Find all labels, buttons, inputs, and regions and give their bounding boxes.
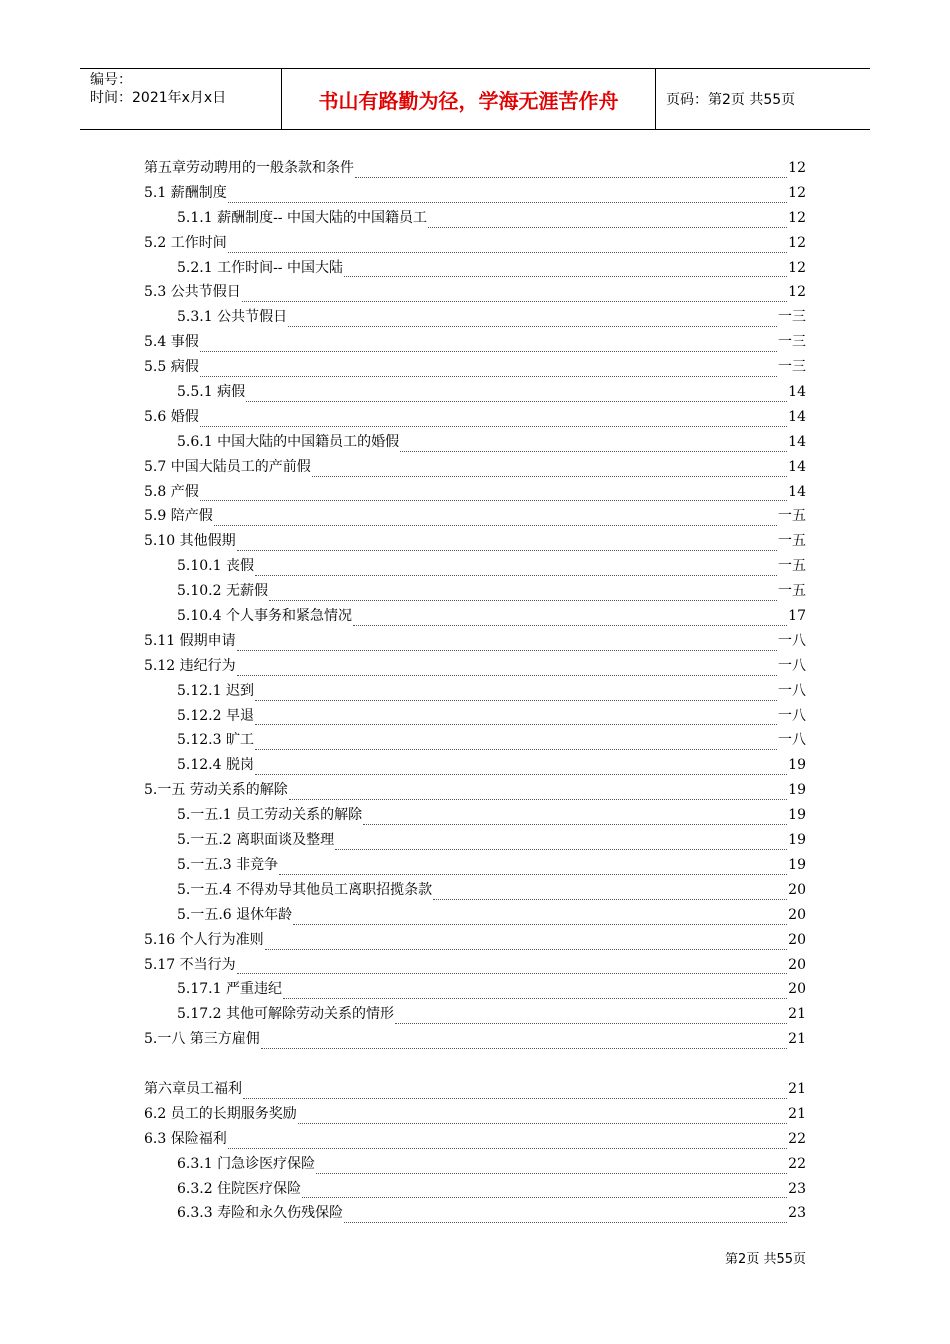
toc-entry[interactable]	[144, 854, 806, 879]
toc-dot-leader	[288, 312, 777, 327]
toc-entry-page: 19	[788, 757, 806, 774]
toc-dot-leader	[200, 412, 787, 427]
toc-entry-title: 5.3 公共节假日	[144, 284, 241, 301]
toc-dot-leader	[237, 536, 777, 551]
toc-entry[interactable]	[144, 978, 806, 1003]
toc-entry-title: 5.12.4 脱岗	[177, 757, 254, 774]
toc-entry-title: 5.一五.6 退休年龄	[177, 906, 293, 923]
toc-entry-page: 12	[788, 234, 806, 251]
toc-entry[interactable]	[144, 729, 806, 754]
toc-entry[interactable]	[144, 904, 806, 929]
toc-dot-leader	[298, 1109, 787, 1124]
toc-entry-title: 5.5 病假	[144, 359, 199, 376]
toc-dot-leader	[335, 835, 787, 850]
toc-entry[interactable]	[144, 530, 806, 555]
toc-entry-page: 21	[788, 1105, 806, 1122]
toc-entry-title: 5.8 产假	[144, 483, 199, 500]
toc-spacer	[144, 1053, 806, 1078]
toc-entry-page: 20	[788, 981, 806, 998]
toc-entry-title: 5.12 违纪行为	[144, 657, 236, 674]
toc-dot-leader	[293, 910, 787, 925]
toc-entry-title: 5.3.1 公共节假日	[177, 309, 288, 326]
toc-dot-leader	[228, 188, 787, 203]
toc-entry-title: 5.16 个人行为准则	[144, 931, 264, 948]
toc-entry-page: 23	[788, 1180, 806, 1197]
toc-dot-leader	[255, 710, 777, 725]
toc-entry-page: 一三	[778, 359, 806, 376]
toc-dot-leader	[214, 511, 777, 526]
toc-entry[interactable]	[144, 356, 806, 381]
toc-entry[interactable]	[144, 829, 806, 854]
toc-entry[interactable]	[144, 1078, 806, 1103]
toc-entry-page: 20	[788, 956, 806, 973]
toc-entry-title: 5.5.1 病假	[177, 384, 246, 401]
toc-entry[interactable]	[144, 804, 806, 829]
toc-entry-title: 5.12.2 早退	[177, 707, 254, 724]
toc-dot-leader	[279, 860, 787, 875]
toc-entry-page: 一五	[778, 508, 806, 525]
toc-entry[interactable]	[144, 157, 806, 182]
toc-entry[interactable]	[144, 655, 806, 680]
toc-entry-title: 6.3.1 门急诊医疗保险	[177, 1155, 316, 1172]
toc-entry-title: 6.3.3 寿险和永久伤残保险	[177, 1205, 344, 1222]
toc-entry[interactable]	[144, 1128, 806, 1153]
toc-entry[interactable]	[144, 207, 806, 232]
toc-entry[interactable]	[144, 705, 806, 730]
toc-dot-leader	[344, 1208, 787, 1223]
toc-entry-page: 一五	[778, 583, 806, 600]
toc-entry-page: 20	[788, 881, 806, 898]
toc-entry-title: 6.3.2 住院医疗保险	[177, 1180, 302, 1197]
toc-dot-leader	[261, 1034, 787, 1049]
toc-entry[interactable]	[144, 306, 806, 331]
toc-entry-title: 5.一五.4 不得劝导其他员工离职招揽条款	[177, 881, 433, 898]
toc-entry[interactable]	[144, 232, 806, 257]
toc-entry[interactable]	[144, 281, 806, 306]
toc-entry-title: 5.10.4 个人事务和紧急情况	[177, 608, 352, 625]
toc-entry-page: 一五	[778, 558, 806, 575]
toc-entry-title: 5.9 陪产假	[144, 508, 213, 525]
toc-entry-page: 14	[788, 433, 806, 450]
toc-dot-leader	[265, 935, 788, 950]
page-footer: 第2页 共55页	[725, 1252, 806, 1267]
toc-entry-title: 5.12.3 旷工	[177, 732, 254, 749]
toc-dot-leader	[428, 213, 787, 228]
toc-dot-leader	[395, 1009, 787, 1024]
toc-entry-title: 5.6 婚假	[144, 408, 199, 425]
toc-entry[interactable]	[144, 1103, 806, 1128]
toc-dot-leader	[243, 1084, 787, 1099]
toc-dot-leader	[433, 885, 787, 900]
toc-entry-title: 5.6.1 中国大陆的中国籍员工的婚假	[177, 433, 400, 450]
toc-dot-leader	[200, 362, 777, 377]
toc-dot-leader	[283, 984, 787, 999]
toc-dot-leader	[353, 611, 787, 626]
toc-entry[interactable]	[144, 605, 806, 630]
toc-entry[interactable]	[144, 505, 806, 530]
toc-dot-leader	[200, 337, 777, 352]
toc-entry-page: 一三	[778, 309, 806, 326]
toc-dot-leader	[255, 561, 777, 576]
toc-dot-leader	[255, 735, 777, 750]
toc-entry-page: 一五	[778, 533, 806, 550]
toc-entry[interactable]	[144, 779, 806, 804]
toc-entry[interactable]	[144, 1003, 806, 1028]
toc-entry-page: 12	[788, 160, 806, 176]
toc-dot-leader	[228, 238, 787, 253]
toc-entry-title: 5.一五.3 非竞争	[177, 856, 279, 873]
toc-entry-page: 20	[788, 931, 806, 948]
toc-entry-page: 19	[788, 856, 806, 873]
toc-entry-title: 6.3 保险福利	[144, 1130, 227, 1147]
toc-entry[interactable]	[144, 630, 806, 655]
toc-entry[interactable]	[144, 381, 806, 406]
toc-entry-title: 5.7 中国大陆员工的产前假	[144, 458, 311, 475]
header-page-info: 页码：第2页 共55页	[666, 92, 796, 108]
toc-entry-title: 5.一五.1 员工劳动关系的解除	[177, 807, 363, 824]
toc-entry-page: 一八	[778, 732, 806, 749]
toc-entry-title: 5.17 不当行为	[144, 956, 236, 973]
toc-entry-page: 14	[788, 458, 806, 475]
toc-dot-leader	[316, 1159, 787, 1174]
toc-entry-page: 14	[788, 408, 806, 425]
toc-entry-title: 5.4 事假	[144, 334, 199, 351]
toc-entry[interactable]	[144, 879, 806, 904]
toc-entry[interactable]	[144, 1153, 806, 1178]
toc-entry[interactable]	[144, 929, 806, 954]
toc-entry[interactable]	[144, 331, 806, 356]
toc-entry-title: 5.一五.2 离职面谈及整理	[177, 832, 335, 849]
toc-dot-leader	[269, 586, 777, 601]
toc-entry-page: 22	[788, 1155, 806, 1172]
toc-entry[interactable]	[144, 1028, 806, 1053]
toc-entry[interactable]	[144, 406, 806, 431]
toc-entry-page: 12	[788, 184, 806, 201]
document-number-label: 编号：	[90, 72, 132, 88]
toc-entry[interactable]	[144, 580, 806, 605]
toc-entry-page: 一八	[778, 707, 806, 724]
toc-entry-page: 22	[788, 1130, 806, 1147]
toc-entry-page: 一八	[778, 682, 806, 699]
toc-entry[interactable]	[144, 1202, 806, 1227]
toc-entry-title: 5.一五 劳动关系的解除	[144, 782, 288, 799]
toc-entry[interactable]	[144, 481, 806, 506]
toc-dot-leader	[242, 287, 787, 302]
toc-entry-title: 5.2.1 工作时间-- 中国大陆	[177, 259, 343, 276]
toc-entry-page: 12	[788, 259, 806, 276]
toc-dot-leader	[363, 810, 787, 825]
toc-entry[interactable]	[144, 1178, 806, 1203]
toc-dot-leader	[237, 661, 777, 676]
toc-entry-page: 19	[788, 832, 806, 849]
toc-dot-leader	[302, 1183, 787, 1198]
toc-entry-page: 一八	[778, 632, 806, 649]
toc-entry-title: 5.17.2 其他可解除劳动关系的情形	[177, 1006, 394, 1023]
toc-entry-page: 21	[788, 1006, 806, 1023]
toc-dot-leader	[355, 163, 787, 178]
toc-entry[interactable]	[144, 431, 806, 456]
table-of-contents	[144, 157, 806, 1227]
toc-entry-page: 一三	[778, 334, 806, 351]
toc-entry[interactable]	[144, 754, 806, 779]
toc-entry-title: 5.12.1 迟到	[177, 682, 254, 699]
toc-entry[interactable]	[144, 954, 806, 979]
toc-dot-leader	[228, 1134, 787, 1149]
toc-entry-page: 14	[788, 384, 806, 401]
document-date: 时间：2021年x月x日	[90, 90, 227, 106]
toc-entry[interactable]	[144, 257, 806, 282]
toc-entry-title: 5.2 工作时间	[144, 234, 227, 251]
toc-entry-page: 19	[788, 782, 806, 799]
toc-entry-page: 17	[788, 608, 806, 625]
toc-entry-title: 5.1.1 薪酬制度-- 中国大陆的中国籍员工	[177, 209, 427, 226]
toc-entry-page: 19	[788, 807, 806, 824]
toc-entry-title: 第五章劳动聘用的一般条款和条件	[144, 160, 354, 176]
toc-entry-title: 第六章员工福利	[144, 1080, 242, 1097]
toc-entry-page: 12	[788, 284, 806, 301]
toc-entry-page: 12	[788, 209, 806, 226]
header-meta	[80, 69, 282, 129]
toc-dot-leader	[400, 437, 787, 452]
page-header	[80, 68, 870, 130]
toc-entry-title: 5.17.1 严重违纪	[177, 981, 282, 998]
toc-dot-leader	[255, 686, 777, 701]
toc-entry-page: 14	[788, 483, 806, 500]
toc-dot-leader	[255, 760, 787, 775]
toc-entry-title: 5.10.1 丧假	[177, 558, 254, 575]
toc-entry-title: 5.10 其他假期	[144, 533, 236, 550]
toc-entry-title: 5.一八 第三方雇佣	[144, 1031, 260, 1048]
toc-entry-page: 20	[788, 906, 806, 923]
toc-entry[interactable]	[144, 680, 806, 705]
toc-entry-page: 21	[788, 1080, 806, 1097]
toc-entry-title: 5.10.2 无薪假	[177, 583, 268, 600]
toc-dot-leader	[289, 785, 787, 800]
toc-dot-leader	[237, 959, 788, 974]
toc-dot-leader	[312, 462, 787, 477]
toc-entry-title: 6.2 员工的长期服务奖励	[144, 1105, 297, 1122]
toc-entry-page: 一八	[778, 657, 806, 674]
toc-entry-page: 21	[788, 1031, 806, 1048]
toc-entry[interactable]	[144, 555, 806, 580]
toc-dot-leader	[344, 262, 787, 277]
toc-dot-leader	[237, 636, 777, 651]
toc-entry-title: 5.1 薪酬制度	[144, 184, 227, 201]
toc-entry-page: 23	[788, 1205, 806, 1222]
toc-dot-leader	[246, 387, 787, 402]
toc-dot-leader	[200, 486, 787, 501]
toc-entry[interactable]	[144, 182, 806, 207]
header-motto: 书山有路勤为径，学海无涯苦作舟	[282, 69, 656, 129]
toc-entry-title: 5.11 假期申请	[144, 632, 236, 649]
toc-entry[interactable]	[144, 456, 806, 481]
